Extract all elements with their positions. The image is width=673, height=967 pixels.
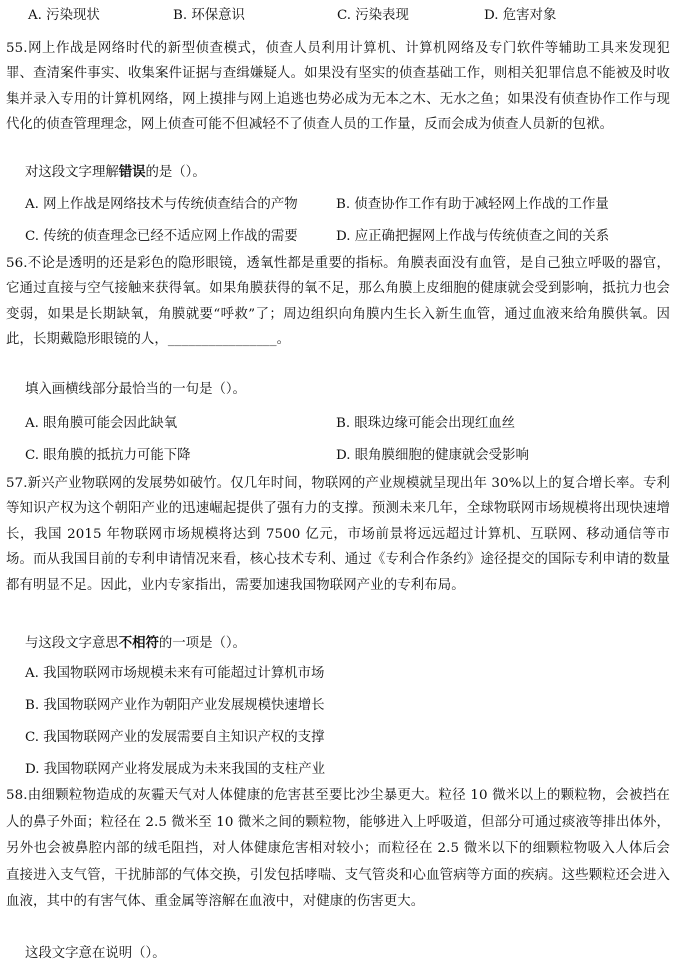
q57-stem-emphasis: 不相符: [118, 635, 159, 651]
q54-option-a: A. 污染现状: [28, 8, 100, 23]
q57-option-c: C. 我国物联网产业的发展需要自主知识产权的支撑: [25, 730, 325, 745]
q54-option-d: D. 危害对象: [484, 8, 557, 23]
q55-option-c: C. 传统的侦查理念已经不适应网上作战的需要: [25, 229, 298, 244]
q57-option-a: A. 我国物联网市场规模未来有可能超过计算机市场: [25, 666, 325, 681]
q56-option-c: C. 眼角膜的抵抗力可能下降: [25, 448, 191, 463]
q56-option-b: B. 眼珠边缘可能会出现红血丝: [336, 416, 516, 431]
q54-option-b: B. 环保意识: [173, 8, 245, 23]
q58-passage: [6, 783, 670, 916]
q54-options: [10, 4, 670, 26]
q56-stem: 填入画横线部分最恰当的一句是（）。: [25, 382, 246, 397]
q55-option-d: D. 应正确把握网上作战与传统侦查之间的关系: [336, 229, 610, 244]
q57-passage: [6, 471, 670, 598]
q55-option-b: B. 侦查协作工作有助于减轻网上作战的工作量: [336, 197, 609, 212]
q57-option-b: B. 我国物联网产业作为朝阳产业发展规模快速增长: [25, 698, 325, 713]
q58-number: 58.: [6, 788, 28, 803]
q58-passage-text: 由细颗粒物造成的灰霾天气对人体健康的危害甚至要比沙尘暴更大。粒径 10 微米以上的颗粒物，会被挡在人的鼻子外面；粒径在 2.5 微米至 10 微米之间的颗粒物，能够进入上呼吸道，但部分可通过痰液等排出体外，另外也会被鼻腔内部的绒毛阻挡，对人体健康危害相对较小；而粒径在 2.5 微米以下的细颗粒物吸入人体后会直接进入支气管，干扰肺部的气体交换，引发包括哮喘、支气管炎和心血管病等方面的疾病。这些颗粒还会进入血液，其中的有害气体、重金属等溶解在血液中，对健康的伤害更大。: [6, 788, 670, 909]
q57-passage-text: 新兴产业物联网的发展势如破竹。仅几年时间，物联网的产业规模就呈现出年 30%以上的复合增长率。专利等知识产权为这个朝阳产业的迅速崛起提供了强有力的支撑。预测未来几年，全球物联网市场规模将出现快速增长，我国 2015 年物联网市场规模将达到 7500 亿元，市场前景将远远超过计算机、互联网、移动通信等市场。而从我国目前的专利申请情况来看，核心技术专利、通过《专利合作条约》途径提交的国际专利申请的数量都有明显不足。因此，业内专家指出，需要加速我国物联网产业的专利布局。: [6, 476, 670, 593]
q57-option-d: D. 我国物联网产业将发展成为未来我国的支柱产业: [25, 762, 325, 777]
q56-number: 56.: [6, 256, 28, 271]
q56-option-a: A. 眼角膜可能会因此缺氧: [25, 416, 178, 431]
q57-stem: 与这段文字意思不相符的一项是（）。: [25, 635, 246, 651]
q55-option-a: A. 网上作战是网络技术与传统侦查结合的产物: [25, 197, 298, 212]
q57-number: 57.: [6, 476, 28, 491]
q55-number: 55.: [6, 41, 28, 56]
q55-passage-text: 网上作战是网络时代的新型侦查模式，侦查人员利用计算机、计算机网络及专门软件等辅助工具来发现犯罪、查清案件事实、收集案件证据与查缉嫌疑人。如果没有坚实的侦查基础工作，则相关犯罪信息不能被及时收集并录入专用的计算机网络，网上摸排与网上追逃也势必成为无本之木、无水之鱼；如果没有侦查协作工作与现代化的侦查管理理念，网上侦查可能不但减轻不了侦查人员的工作量，反而会成为侦查人员新的包袱。: [6, 41, 670, 133]
q56-passage-text: 不论是透明的还是彩色的隐形眼镜，透氧性都是重要的指标。角膜表面没有血管，是自己独立呼吸的器官，它通过直接与空气接触来获得氧。如果角膜获得的氧不足，那么角膜上皮细胞的健康就会受到影响，抵抗力也会变弱，如果是长期缺氧，角膜就要“呼救”了；周边组织向角膜内生长入新生血管，通过血液来给角膜供氧。因此，长期戴隐形眼镜的人，________________。: [6, 256, 670, 348]
q54-option-c: C. 污染表现: [337, 8, 409, 23]
q56-passage: [6, 251, 670, 353]
q55-passage: [6, 36, 670, 138]
q55-stem-emphasis: 错误: [118, 164, 146, 180]
q55-stem: 对这段文字理解错误的是（）。: [25, 164, 206, 180]
q56-option-d: D. 眼角膜细胞的健康就会受影响: [336, 448, 529, 463]
q58-stem: 这段文字意在说明（）。: [25, 946, 166, 961]
